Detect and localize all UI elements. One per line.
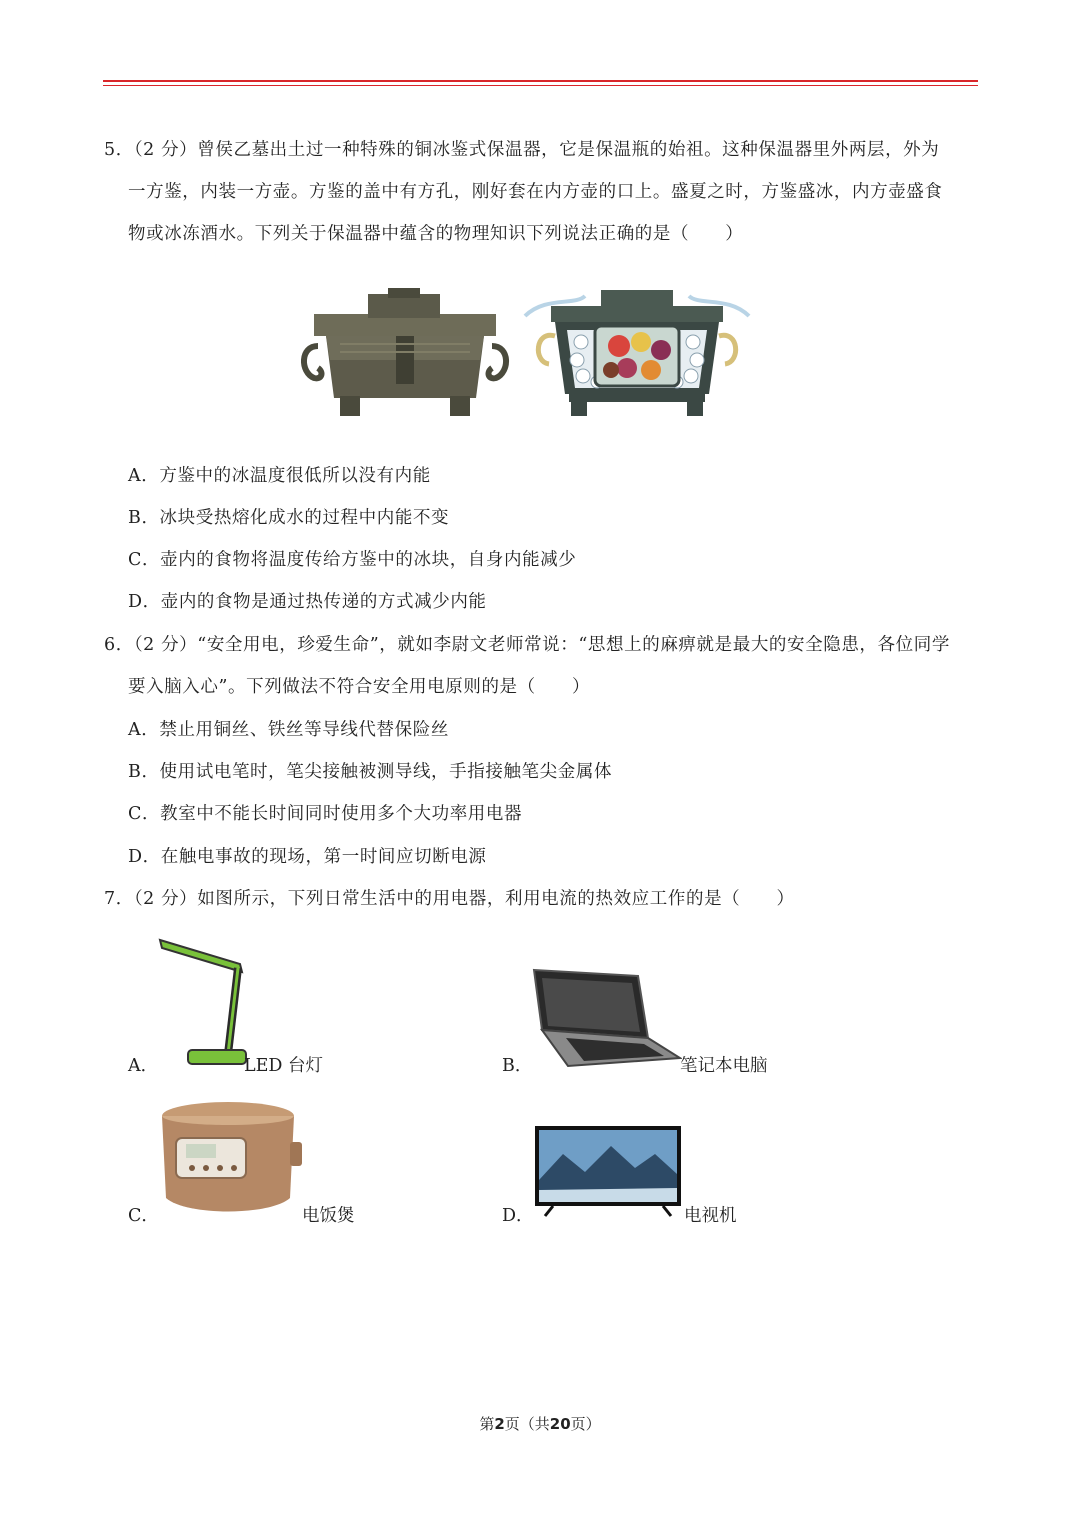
q5-line3: 物或冰冻酒水。下列关于保温器中蕴含的物理知识下列说法正确的是（ ） xyxy=(128,224,744,244)
led-desk-lamp-image xyxy=(158,930,248,1072)
ice-chest-cutaway-illustration xyxy=(515,276,759,422)
footer-page-number: 2 xyxy=(494,1415,505,1433)
laptop-image xyxy=(528,966,682,1072)
page-footer xyxy=(0,1413,1080,1434)
q5-option-c: C．壶内的食物将温度传给方鉴中的冰块，自身内能减少 xyxy=(128,550,577,570)
q6-option-d: D．在触电事故的现场，第一时间应切断电源 xyxy=(128,847,487,867)
footer-middle: 页（共 xyxy=(504,1415,550,1433)
q6-stem xyxy=(104,624,980,708)
header-rule-top xyxy=(103,80,978,82)
q5-stem xyxy=(104,129,980,255)
q6-line2: 要入脑入心”。下列做法不符合安全用电原则的是（ ） xyxy=(128,677,591,697)
q6-option-a: A．禁止用铜丝、铁丝等导线代替保险丝 xyxy=(128,720,449,740)
q6-option-c: C．教室中不能长时间同时使用多个大功率用电器 xyxy=(128,804,523,824)
q6-line1: 6．（2 分）“安全用电，珍爱生命”，就如李尉文老师常说：“思想上的麻痹就是最大的安全隐患，各位同学 xyxy=(104,635,950,655)
q7-option-d-letter: D． xyxy=(502,1206,534,1226)
q7-stem: 7．（2 分）如图所示，下列日常生活中的用电器，利用电流的热效应工作的是（ ） xyxy=(104,889,795,909)
q5-option-b: B．冰块受热熔化成水的过程中内能不变 xyxy=(128,508,450,528)
footer-total-pages: 20 xyxy=(549,1415,571,1433)
footer-prefix: 第 xyxy=(479,1415,495,1433)
q7-option-b-name: 笔记本电脑 xyxy=(680,1056,768,1076)
bronze-ice-chest-photo xyxy=(300,288,510,420)
q7-option-a-letter: A． xyxy=(128,1056,159,1076)
q5-line2: 一方鉴，内装一方壶。方鉴的盖中有方孔，刚好套在内方壶的口上。盛夏之时，方鉴盛冰，内方壶盛食 xyxy=(128,182,943,202)
header-rule-bottom xyxy=(103,85,978,86)
q7-option-c-letter: C． xyxy=(128,1206,159,1226)
q5-line1: 5．（2 分）曾侯乙墓出土过一种特殊的铜冰鉴式保温器，它是保温瓶的始祖。这种保温器里外两层，外为 xyxy=(104,140,940,160)
footer-suffix: 页） xyxy=(570,1415,601,1433)
q7-option-a-name: LED 台灯 xyxy=(244,1056,323,1076)
television-image xyxy=(533,1124,683,1218)
q7-option-d-name: 电视机 xyxy=(684,1206,737,1226)
q5-option-d: D．壶内的食物是通过热传递的方式减少内能 xyxy=(128,592,487,612)
q5-option-a: A．方鉴中的冰温度很低所以没有内能 xyxy=(128,466,431,486)
q6-option-b: B．使用试电笔时，笔尖接触被测导线，手指接触笔尖金属体 xyxy=(128,762,613,782)
q7-option-c-name: 电饭煲 xyxy=(302,1206,355,1226)
rice-cooker-image xyxy=(156,1098,304,1222)
q7-option-b-letter: B． xyxy=(502,1056,533,1076)
